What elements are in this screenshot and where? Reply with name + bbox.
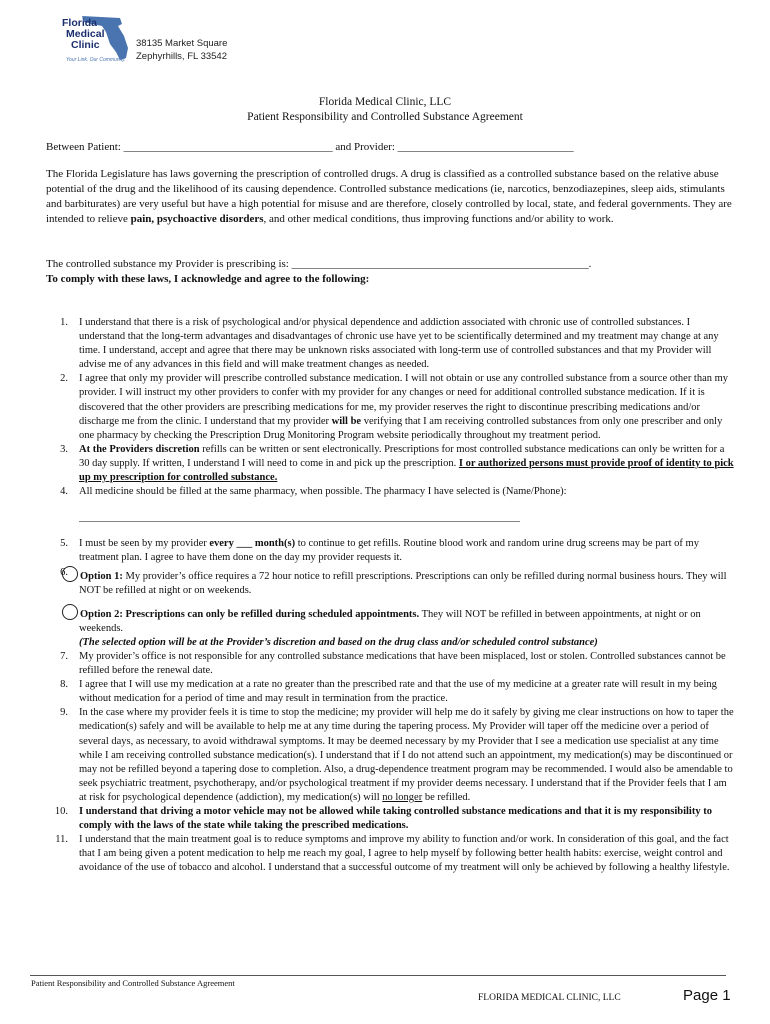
pharmacy-field[interactable]: ____________________________________________________________________________________	[79, 512, 520, 524]
list-item: 4. All medicine should be filled at the same pharmacy, when possible. The pharmacy I have selected is (Name/Phone):	[60, 486, 567, 498]
agreement-list	[46, 316, 736, 875]
option-2-radio[interactable]	[62, 604, 78, 620]
list-item: 3. At the Providers discretion refills can be written or sent electronically. Prescriptions for most controlled substance medications can only be written for a 30 day supply. If written, I understand I will need to come in and pick up the prescription. I or authorized persons must provide proof of identity to pick up my prescription for controlled substance.	[60, 443, 734, 484]
clinic-address: 38135 Market Square Zephyrhills, FL 33542	[136, 38, 228, 62]
parties-line: Between Patient: ______________________________________ and Provider: ________________________________	[46, 141, 574, 153]
footer-document-name: Patient Responsibility and Controlled Substance Agreement	[31, 978, 235, 988]
patient-name-field[interactable]: ______________________________________	[123, 141, 333, 153]
list-item: 5. I must be seen by my provider every ___ month(s) to continue to get refills. Routine blood work and random urine drug screens may be part of my treatment plan. I agree to have them done on the day my provider requests it.	[60, 538, 699, 564]
list-item: 2. I agree that only my provider will prescribe controlled substance medication. I will not obtain or use any controlled substance from a source other than my provider. I will instruct my other providers to confer with my provider for any changes or need for additional controlled substance medication. If it is discovered that the other providers are prescribing medications for me, my provider reserves the right to discontinue prescribing medications and/or discharge me from the clinic. I understand that my provider will be verifying that I am receiving controlled substances from only one prescriber and only one pharmacy by checking the Prescription Drug Monitoring Program website periodically throughout my treatment period.	[60, 373, 729, 441]
page-number: Page 1	[683, 987, 731, 1004]
list-item: 9. In the case where my provider feels it is time to stop the medicine; my provider will help me do it safely by giving me clear instructions on how to taper the medication(s) safely and will be available to help me at any time during the tapering process. My Provider will taper off the medicine over a period of several days, as necessary, to avoid withdrawal symptoms. It may be deemed necessary by my Provider that I see a medication use specialist at any time while I am receiving controlled substance medication(s). I understand that if I do not attend such an appointment, my medication(s) may be discontinued or may not be refilled beyond a tapering dose to completion. Also, a drug-dependence treatment program may be recommended. I would also be amendable to seek psychiatric treatment, psychotherapy, and/or psychological treatment if my provider deems necessary. I understand that if the Provider feels that I am at risk for psychological dependence (addiction), my medication(s) will no longer be refilled.	[60, 707, 734, 803]
list-item: 1. I understand that there is a risk of psychological and/or physical dependence and addiction associated with chronic use of controlled substances. I understand that the long-term advantages and disadvantages of chronic use have yet to be scientifically determined and my treatment may change at any time. I understand, accept and agree that there may be unknown risks associated with long-term use of controlled substances and that my Provider will advise me of any advances in this field and will make treatment changes as needed.	[60, 317, 719, 371]
list-item: 8. I agree that I will use my medication at a rate no greater than the prescribed rate and that the use of my medicine at a greater rate will result in my being without medication for a period of time and may result in termination from the practice.	[60, 679, 717, 705]
list-item: 6. Option 1: My provider’s office requires a 72 hour notice to refill prescriptions. Prescriptions can only be refilled during normal business hours. They will NOT be refilled at night or on weekends.	[60, 566, 727, 596]
list-item: 7. My provider’s office is not responsible for any controlled substance medications that have been misplaced, lost or stolen. Controlled substances cannot be refilled before the renewal date.	[60, 650, 726, 677]
prescribed-substance-field[interactable]: ______________________________________________________.	[291, 258, 592, 270]
footer-divider	[30, 975, 726, 976]
list-item: Option 2: Prescriptions can only be refilled during scheduled appointments. They will NOT be refilled in between appointments, at night or on weekends.	[46, 604, 736, 636]
document-title: Patient Responsibility and Controlled Substance Agreement	[247, 111, 523, 123]
list-item: 11. I understand that the main treatment goal is to reduce symptoms and improve my ability to function and/or work. In consideration of this goal, and the fact that I am being given a potent medication to help me reach my goal, I agree to help myself by following better health habits: exercise, weight control and avoidance of the use of tobacco and alcohol. I understand that a successful outcome of my treatment will only be achieved by following a healthy lifestyle.	[55, 834, 730, 874]
logo-tagline: Your Link. Our Community.	[66, 57, 126, 63]
acknowledge-heading: To comply with these laws, I acknowledge and agree to the following:	[46, 273, 370, 285]
provider-name-field[interactable]: ________________________________	[397, 141, 574, 153]
list-item: (The selected option will be at the Provider’s discretion and based on the drug class and/or scheduled control substance)	[79, 636, 598, 648]
footer-clinic-name: FLORIDA MEDICAL CLINIC, LLC	[478, 993, 621, 1003]
document-org-title: Florida Medical Clinic, LLC	[318, 96, 452, 108]
intro-paragraph: The Florida Legislature has laws governing the prescription of controlled drugs. A drug is classified as a controlled substance based on the relative abuse potential of the drug and the likelihood of its causing dependence. Controlled substance medications (ie, narcotics, benzodiazepines, sleep aids, stimulants and barbiturates) are very useful but have a high potential for misuse and are therefore, closely controlled by local, state, and federal governments. They are intended to relieve pain, psychoactive disorders, and other medical conditions, thus improving functions and/or ability to work.	[46, 168, 732, 226]
list-item: 10. I understand that driving a motor vehicle may not be allowed while taking controlled substance medications and that it is my responsibility to comply with the laws of the state while taking the prescribed medications.	[54, 806, 712, 832]
logo-wordmark: Florida Medical Clinic	[62, 17, 105, 51]
prescribing-line: The controlled substance my Provider is prescribing is: ______________________________________________________.	[46, 258, 592, 270]
